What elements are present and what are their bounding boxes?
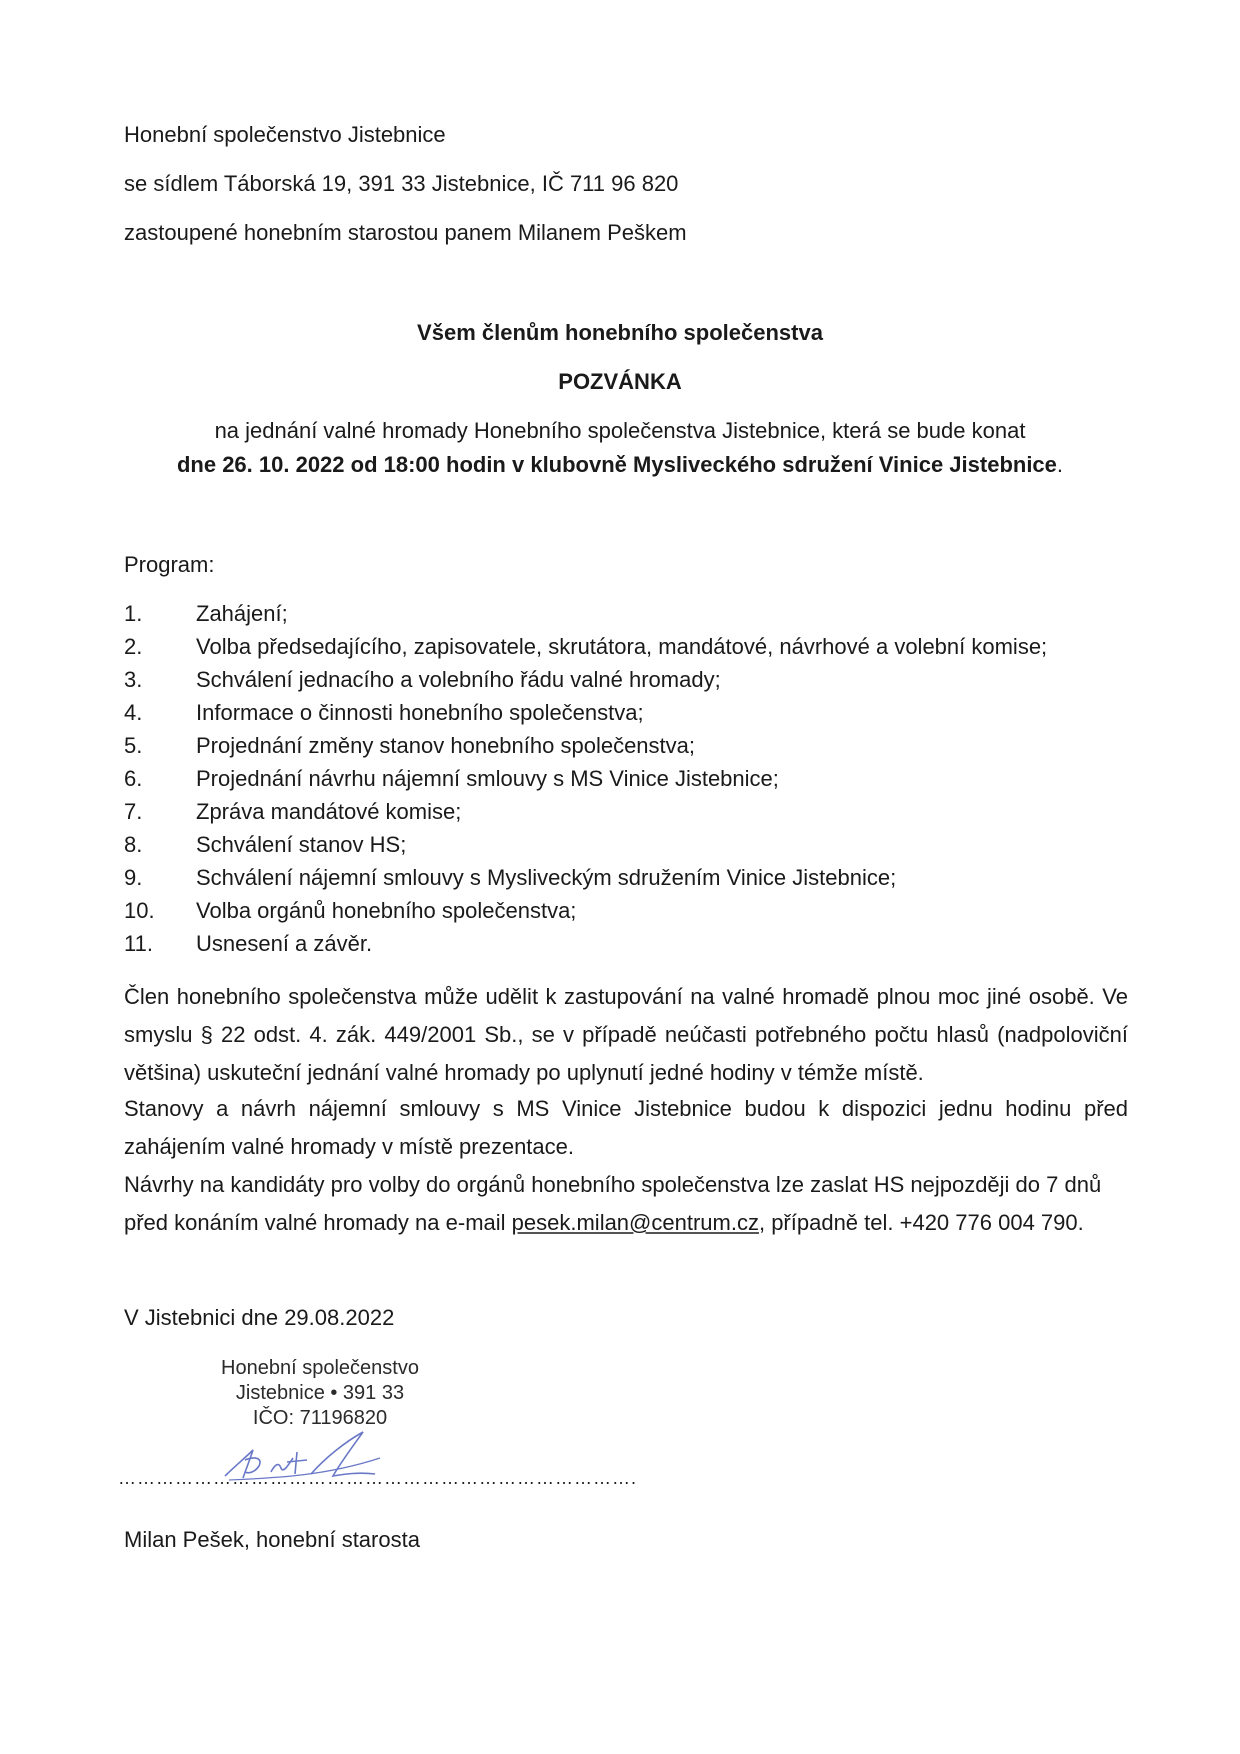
program-item-text: Volba orgánů honebního společenstva; [196, 898, 577, 923]
documents-paragraph: Stanovy a návrh nájemní smlouvy s MS Vinice Jistebnice budou k dispozici jednu hodinu před zahájením valné hromady v místě prezentace. [124, 1096, 1128, 1159]
program-item-number: 10. [124, 898, 155, 923]
stamp-line-1: Honební společenstvo [221, 1357, 419, 1379]
program-item-text: Projednání změny stanov honebního společenstva; [196, 733, 695, 758]
program-item-number: 3. [124, 667, 143, 692]
program-item-number: 9. [124, 865, 143, 890]
invitation-line-1: na jednání valné hromady Honebního společenstva Jistebnice, která se bude konat [214, 418, 1026, 443]
org-name: Honební společenstvo Jistebnice [124, 122, 446, 147]
invitation-line-2-end: . [1056, 452, 1064, 477]
program-item-number: 11. [124, 931, 153, 956]
program-item-number: 2. [124, 634, 143, 659]
invitation-line-2 [0, 452, 1240, 478]
program-item-text: Volba předsedajícího, zapisovatele, skrutátora, mandátové, návrhové a volební komise; [196, 634, 1048, 659]
program-item-number: 5. [124, 733, 143, 758]
org-representative: zastoupené honebním starostou panem Milanem Peškem [124, 220, 687, 245]
program-item-text: Zahájení; [196, 601, 288, 626]
program-item-text: Schválení stanov HS; [196, 832, 407, 857]
official-stamp [170, 1356, 470, 1431]
program-item-text: Schválení nájemní smlouvy s Mysliveckým sdružením Vinice Jistebnice; [196, 865, 897, 890]
program-item-text: Usnesení a závěr. [196, 931, 373, 956]
program-item-text: Zpráva mandátové komise; [196, 799, 462, 824]
nominations-paragraph [124, 1166, 1128, 1242]
place-and-date: V Jistebnici dne 29.08.2022 [124, 1305, 395, 1330]
program-label: Program: [124, 552, 215, 577]
program-item-number: 4. [124, 700, 143, 725]
org-address: se sídlem Táborská 19, 391 33 Jistebnice, IČ 711 96 820 [124, 171, 679, 196]
stamp-line-2: Jistebnice • 391 33 [235, 1382, 405, 1404]
addressee: Všem členům honebního společenstva [417, 320, 823, 345]
program-item-number: 1. [124, 601, 143, 626]
signature-line: ………………………………………………………………………. [118, 1468, 638, 1488]
nominations-text: Návrhy na kandidáty pro volby do orgánů honebního společenstva lze zaslat HS nejpozději do 7 dnů před konáním valné hromady na e-mail [124, 1172, 1102, 1235]
program-item-text: Informace o činnosti honebního společenstva; [196, 700, 644, 725]
email-link[interactable]: pesek.milan@centrum.cz [511, 1210, 759, 1235]
proxy-paragraph: Člen honebního společenstva může udělit k zastupování na valné hromadě plnou moc jiné osobě. Ve smyslu § 22 odst. 4. zák. 449/2001 Sb., se v případě neúčasti potřebného počtu hlasů (nadpoloviční většina) uskuteční jednání valné hromady po uplynutí jedné hodiny v témže místě. [124, 984, 1128, 1085]
document-title: POZVÁNKA [558, 369, 682, 394]
signatory-name: Milan Pešek, honební starosta [124, 1527, 420, 1552]
meeting-date-place: dne 26. 10. 2022 od 18:00 hodin v klubovně Mysliveckého sdružení Vinice Jistebnice [176, 452, 1057, 477]
stamp-line-3: IČO: 71196820 [252, 1407, 388, 1429]
program-item-number: 7. [124, 799, 143, 824]
program-item-text: Schválení jednacího a volebního řádu valné hromady; [196, 667, 721, 692]
program-item-number: 6. [124, 766, 143, 791]
program-item-number: 8. [124, 832, 143, 857]
program-item-text: Projednání návrhu nájemní smlouvy s MS Vinice Jistebnice; [196, 766, 779, 791]
phone-text: , případně tel. +420 776 004 790. [758, 1210, 1084, 1235]
